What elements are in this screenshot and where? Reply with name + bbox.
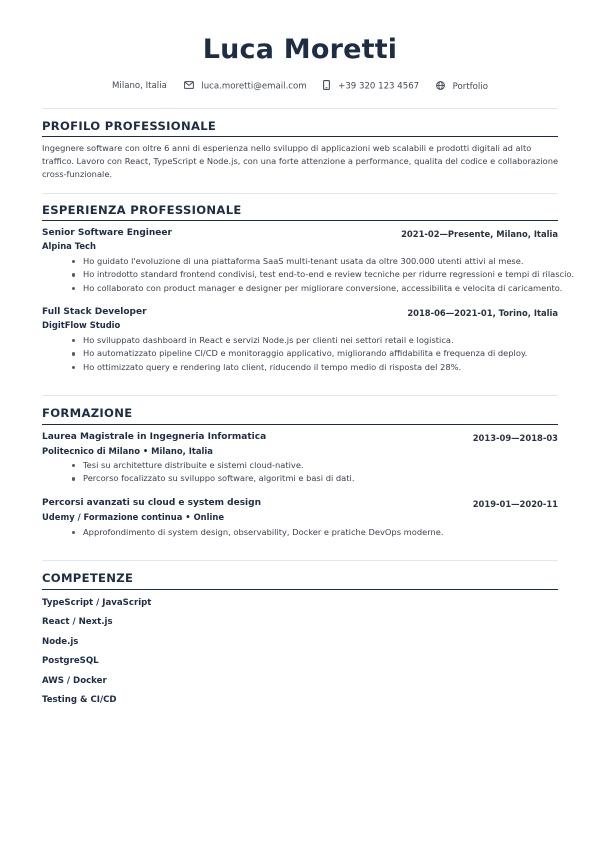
education-bullets — [72, 459, 562, 486]
list-item: Ho sviluppato dashboard in React e servizi Node.js per clienti nei settori retail e logistica. — [72, 334, 562, 347]
list-item: Approfondimento di system design, observability, Docker e pratiche DevOps moderne. — [72, 526, 562, 539]
skill-item: TypeScript / JavaScript — [42, 598, 152, 608]
section-rule — [42, 424, 558, 425]
education-date: 2019-01—2020-11 — [472, 499, 558, 509]
section-rule — [42, 589, 558, 590]
list-item: Ho ottimizzato query e rendering lato client, riducendo il tempo medio di risposta del 28%. — [72, 361, 562, 374]
contact-location: Milano, Italia — [112, 81, 167, 92]
job-date: 2018-06—2021-01, Torino, Italia — [407, 308, 558, 318]
contact-row — [0, 80, 600, 94]
resume-name: Luca Moretti — [202, 34, 398, 65]
job-bullets — [72, 334, 562, 374]
skill-item: Testing & CI/CD — [42, 695, 117, 705]
section-title-skills: COMPETENZE — [42, 571, 134, 585]
section-title-profile: PROFILO PROFESSIONALE — [42, 119, 217, 133]
phone-icon — [323, 80, 330, 93]
contact-portfolio[interactable]: Portfolio — [436, 81, 488, 93]
header-divider — [42, 108, 558, 109]
list-item: Tesi su architetture distribuite e sistemi cloud-native. — [72, 459, 562, 472]
section-divider — [42, 193, 558, 194]
job-title: Senior Software Engineer — [42, 228, 172, 238]
mail-icon — [184, 81, 194, 92]
contact-email[interactable]: luca.moretti@email.com — [184, 81, 307, 92]
list-item: Ho guidato l'evoluzione di una piattaforma SaaS multi-tenant usata da oltre 300.000 utenti attivi al mese. — [72, 255, 562, 268]
education-school: Politecnico di Milano • Milano, Italia — [42, 446, 213, 456]
section-divider — [42, 560, 558, 561]
skill-item: AWS / Docker — [42, 676, 107, 686]
profile-text: Ingegnere software con oltre 6 anni di esperienza nello sviluppo di applicazioni web scalabili e prodotti digitali ad alto traffico. Lavoro con React, TypeScript e Node.js, con una forte attenzione a performance, qualita del codice e collaborazione cross-funzionale. — [42, 143, 559, 179]
education-bullets — [72, 526, 562, 539]
education-date: 2013-09—2018-03 — [472, 433, 558, 443]
section-rule — [42, 136, 558, 137]
education-school: Udemy / Formazione continua • Online — [42, 512, 225, 522]
job-company: DigitFlow Studio — [42, 320, 121, 330]
education-degree: Laurea Magistrale in Ingegneria Informatica — [42, 432, 267, 442]
list-item: Percorso focalizzato su sviluppo software, algoritmi e basi di dati. — [72, 472, 562, 485]
list-item: Ho automatizzato pipeline CI/CD e monitoraggio applicativo, migliorando affidabilita e frequenza di deploy. — [72, 347, 562, 360]
section-rule — [42, 220, 558, 221]
job-company: Alpina Tech — [42, 241, 96, 251]
job-bullets — [72, 255, 574, 295]
section-divider — [42, 395, 558, 396]
section-title-education: FORMAZIONE — [42, 406, 133, 420]
list-item: Ho collaborato con product manager e designer per migliorare conversione, accessibilita e velocita di caricamento. — [72, 282, 562, 295]
skill-item: PostgreSQL — [42, 656, 99, 666]
skill-item: React / Next.js — [42, 617, 113, 627]
section-title-experience: ESPERIENZA PROFESSIONALE — [42, 203, 242, 217]
job-date: 2021-02—Presente, Milano, Italia — [401, 229, 558, 239]
skill-item: Node.js — [42, 637, 79, 647]
contact-phone[interactable]: +39 320 123 4567 — [323, 80, 419, 93]
job-title: Full Stack Developer — [42, 307, 147, 317]
globe-icon — [436, 81, 445, 93]
list-item: Ho introdotto standard frontend condivisi, test end-to-end e review tecniche per ridurre regressioni e tempi di rilascio. — [72, 268, 562, 281]
education-degree: Percorsi avanzati su cloud e system design — [42, 498, 261, 508]
